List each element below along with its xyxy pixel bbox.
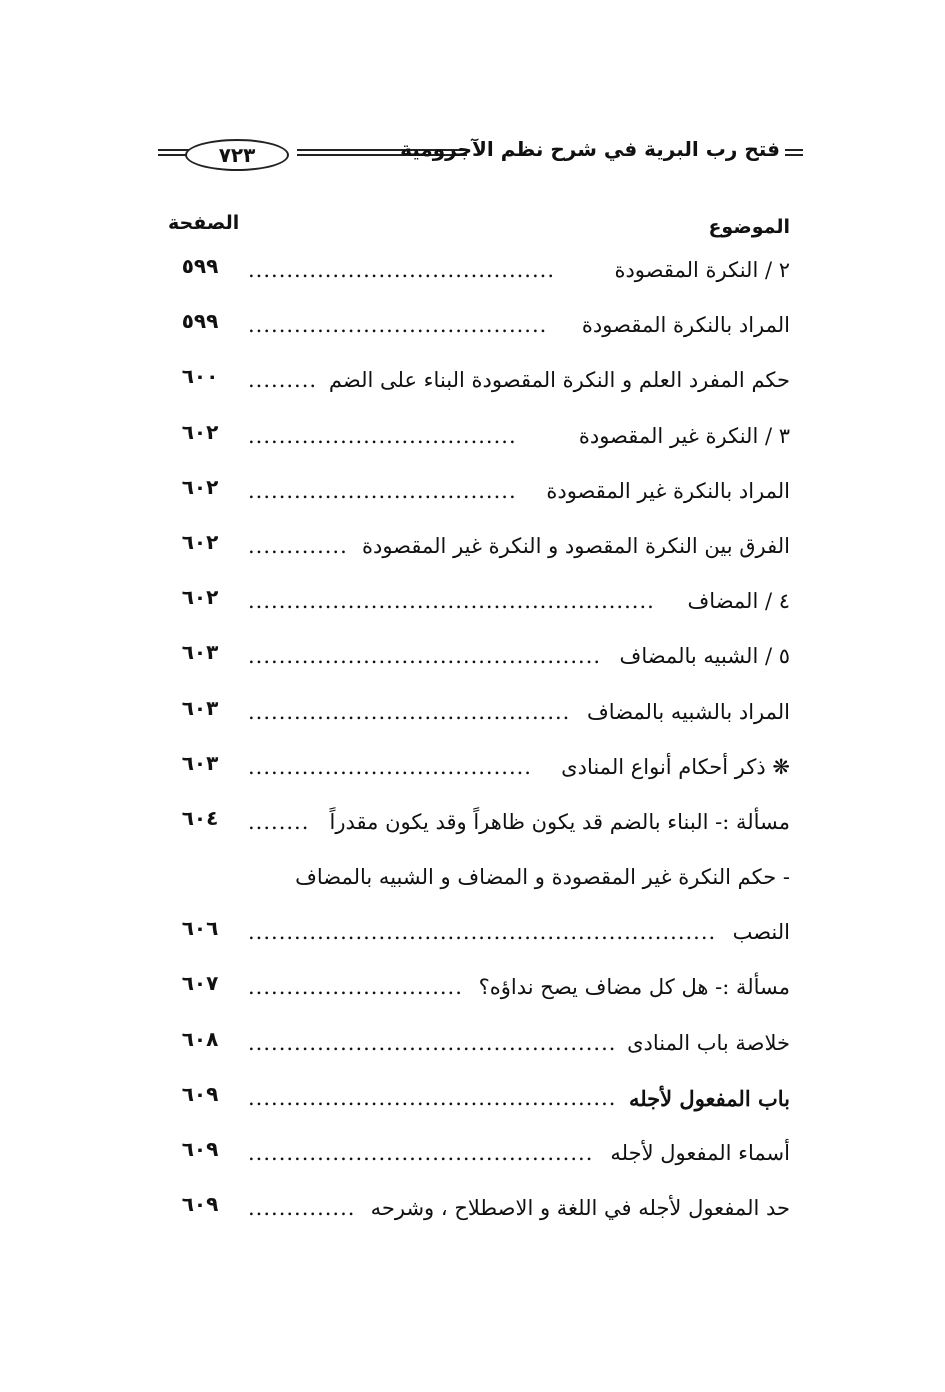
toc-entry-page-number: ٦٠٢	[181, 529, 219, 554]
header-rule-right	[785, 149, 803, 156]
toc-entry-page-number: ٦٠٩	[181, 1192, 219, 1217]
toc-entry-topic: النصب	[732, 920, 790, 945]
toc-entry	[160, 583, 790, 638]
toc-entry-page-number: ٦٠٨	[181, 1026, 219, 1051]
table-of-contents	[160, 252, 790, 1245]
toc-entry-topic: المراد بالنكرة المقصودة	[581, 313, 790, 338]
toc-entry-page-number: ٥٩٩	[181, 309, 219, 334]
toc-entry	[160, 1190, 790, 1245]
toc-entry	[160, 307, 790, 362]
toc-entry	[160, 1080, 790, 1135]
toc-entry-topic: أسماء المفعول لأجله	[610, 1141, 790, 1165]
toc-entry-page-number: ٦٠٩	[181, 1081, 219, 1106]
toc-entry-leader-dots: ................................................	[248, 1085, 617, 1110]
toc-entry-topic: المراد بالنكرة غير المقصودة	[546, 478, 790, 503]
toc-entry	[160, 694, 790, 749]
toc-entry-page-number: ٦٠٢	[181, 585, 219, 610]
toc-entry-page-number: ٦٠٣	[181, 640, 219, 665]
toc-entry-leader-dots: ............................	[248, 975, 463, 1000]
toc-entry-page-number: ٦٠٢	[181, 419, 219, 444]
toc-entry-leader-dots: .............................................................	[248, 920, 717, 945]
toc-entry-leader-dots: .....................................................	[248, 589, 655, 614]
toc-entry-topic: مسألة :- البناء بالضم قد يكون ظاهراً وقد يكون مقدراً	[329, 809, 790, 834]
toc-entry-topic: الفرق بين النكرة المقصود و النكرة غير المقصودة	[361, 533, 790, 558]
toc-entry	[160, 528, 790, 583]
toc-entry-topic: باب المفعول لأجله	[628, 1085, 790, 1111]
toc-entry-leader-dots: ...................................	[248, 423, 517, 448]
toc-entry-topic: ٢ / النكرة المقصودة	[614, 258, 790, 282]
toc-entry	[160, 969, 790, 1024]
toc-entry-topic: ٤ / المضاف	[687, 589, 790, 614]
toc-entry-page-number: ٦٠٧	[181, 971, 219, 996]
toc-entry-page-number: ٥٩٩	[181, 254, 219, 278]
toc-entry-topic: مسألة :- هل كل مضاف يصح نداؤه؟	[478, 975, 790, 1000]
toc-entry-leader-dots: ..............	[248, 1196, 356, 1221]
toc-entry-page-number: ٦٠٠	[181, 364, 219, 389]
toc-entry-leader-dots: .............	[248, 533, 348, 558]
toc-entry	[160, 804, 790, 859]
toc-entry-leader-dots: ...................................	[248, 478, 517, 503]
toc-entry-topic: ٥ / الشبيه بالمضاف	[619, 644, 790, 669]
toc-entry-topic: حكم المفرد العلم و النكرة المقصودة البناء على الضم	[328, 368, 790, 393]
toc-entry-page-number: ٦٠٦	[181, 916, 219, 941]
toc-entry-page-number: ٦٠٣	[181, 750, 219, 775]
page-column-heading: الصفحة	[168, 212, 240, 234]
toc-entry-page-number: ٦٠٣	[181, 695, 219, 720]
toc-entry-leader-dots: .....................................	[248, 754, 532, 779]
toc-entry-topic: ❋ ذكر أحكام أنواع المنادى	[561, 754, 790, 779]
toc-entry	[160, 418, 790, 473]
toc-entry-leader-dots: .......................................	[248, 313, 548, 338]
toc-entry	[160, 252, 790, 307]
toc-entry-leader-dots: ..............................................	[248, 644, 602, 669]
book-title: فتح رب البرية في شرح نظم الآجرومية	[400, 137, 780, 161]
toc-entry-topic: حد المفعول لأجله في اللغة و الاصطلاح ، وشرحه	[370, 1196, 790, 1221]
toc-entry-leader-dots: ................................................	[248, 1030, 617, 1055]
toc-entry-leader-dots: ..........................................	[248, 699, 571, 724]
toc-entry-page-number: ٦٠٢	[181, 474, 219, 499]
toc-entry-topic: ٣ / النكرة غير المقصودة	[578, 423, 790, 448]
toc-entry	[160, 859, 790, 914]
toc-entry-leader-dots: ........	[248, 809, 310, 834]
toc-entry-leader-dots: ........................................	[248, 258, 556, 282]
toc-entry	[160, 638, 790, 693]
toc-entry-topic: خلاصة باب المنادى	[627, 1030, 790, 1055]
toc-entry	[160, 1135, 790, 1190]
toc-entry-page-number: ٦٠٩	[181, 1137, 219, 1161]
toc-entry	[160, 1025, 790, 1080]
toc-entry	[160, 749, 790, 804]
toc-entry-page-number: ٦٠٤	[181, 805, 219, 830]
page-number-badge	[185, 139, 289, 171]
toc-entry-leader-dots: .........	[248, 368, 318, 393]
toc-entry	[160, 473, 790, 528]
topic-column-heading: الموضوع	[708, 216, 790, 238]
toc-entry	[160, 914, 790, 969]
page-number: ٧٢٣	[218, 143, 256, 167]
toc-entry-leader-dots: .............................................	[248, 1141, 594, 1165]
toc-entry	[160, 362, 790, 417]
toc-entry-topic: المراد بالشبيه بالمضاف	[587, 699, 790, 724]
toc-entry-topic: - حكم النكرة غير المقصودة و المضاف و الشبيه بالمضاف	[295, 865, 790, 890]
